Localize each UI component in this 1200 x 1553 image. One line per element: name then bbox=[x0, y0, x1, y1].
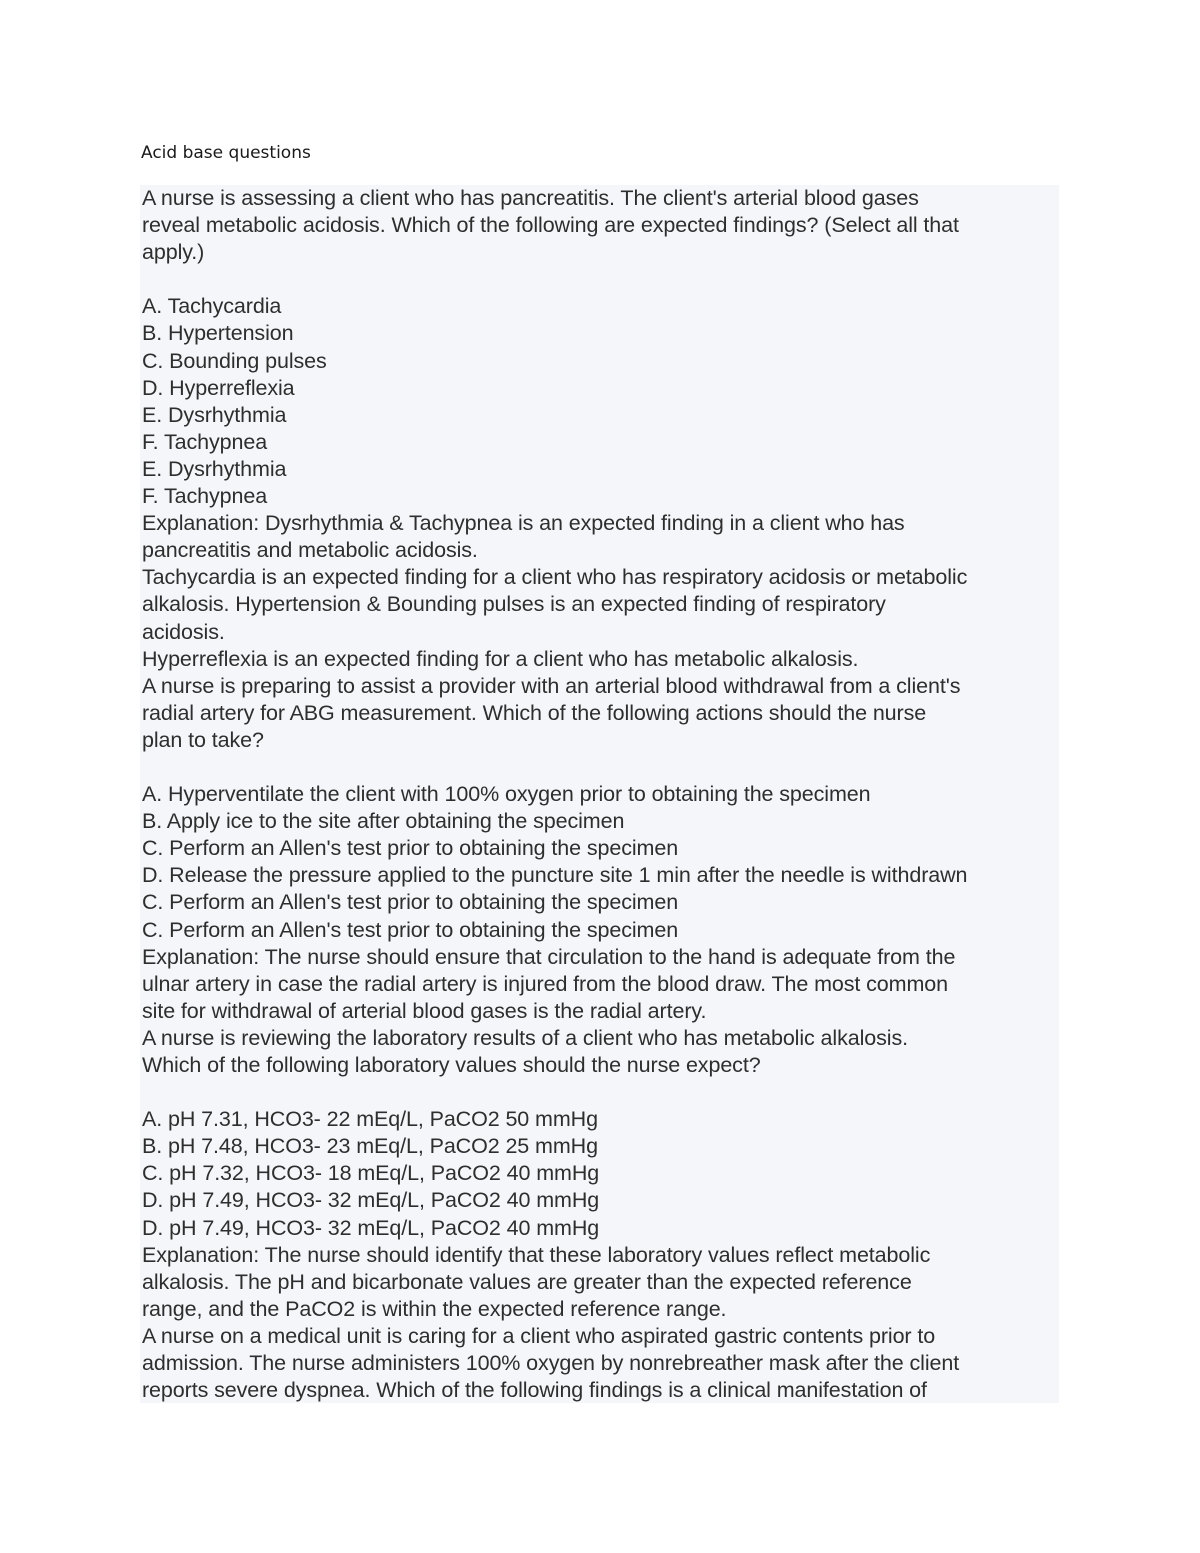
text-line: A nurse is assessing a client who has pancreatitis. The client's arterial blood gases bbox=[142, 186, 919, 210]
text-line: E. Dysrhythmia bbox=[142, 402, 287, 427]
text-line: ulnar artery in case the radial artery is injured from the blood draw. The most common bbox=[142, 971, 948, 996]
text-line: range, and the PaCO2 is within the expected reference range. bbox=[142, 1296, 727, 1321]
text-line: reveal metabolic acidosis. Which of the following are expected findings? (Select all that bbox=[142, 213, 959, 238]
text-line: Explanation: Dysrhythmia & Tachypnea is an expected finding in a client who has bbox=[142, 511, 905, 536]
text-line: pancreatitis and metabolic acidosis. bbox=[142, 538, 478, 563]
text-line: Tachycardia is an expected finding for a client who has respiratory acidosis or metabolic bbox=[142, 565, 968, 590]
text-line: E. Dysrhythmia bbox=[142, 456, 287, 481]
text-line: reports severe dyspnea. Which of the following findings is a clinical manifestation of bbox=[142, 1378, 927, 1403]
text-line: C. pH 7.32, HCO3- 18 mEq/L, PaCO2 40 mmHg bbox=[142, 1161, 600, 1186]
text-line: Explanation: The nurse should ensure that circulation to the hand is adequate from the bbox=[142, 944, 956, 969]
text-line: radial artery for ABG measurement. Which of the following actions should the nurse bbox=[142, 700, 927, 725]
blank-line bbox=[142, 754, 1059, 781]
text-line: D. pH 7.49, HCO3- 32 mEq/L, PaCO2 40 mmHg bbox=[142, 1188, 600, 1213]
text-line: Hyperreflexia is an expected finding for a client who has metabolic alkalosis. bbox=[142, 646, 859, 671]
text-line: B. Apply ice to the site after obtaining the specimen bbox=[142, 809, 625, 834]
text-line: A nurse is reviewing the laboratory results of a client who has metabolic alkalosis. bbox=[142, 1025, 908, 1050]
text-line: D. pH 7.49, HCO3- 32 mEq/L, PaCO2 40 mmHg bbox=[142, 1215, 600, 1240]
text-line: admission. The nurse administers 100% oxygen by nonrebreather mask after the client bbox=[142, 1351, 960, 1376]
text-line: acidosis. bbox=[142, 619, 225, 644]
blank-line bbox=[142, 266, 1059, 293]
text-line: alkalosis. Hypertension & Bounding pulses is an expected finding of respiratory bbox=[142, 592, 886, 617]
text-line: F. Tachypnea bbox=[142, 484, 268, 509]
text-line: apply.) bbox=[142, 240, 205, 265]
question-content bbox=[140, 185, 1059, 1403]
text-line: C. Bounding pulses bbox=[142, 348, 327, 373]
text-line: B. pH 7.48, HCO3- 23 mEq/L, PaCO2 25 mmHg bbox=[142, 1134, 598, 1159]
text-line: A. Hyperventilate the client with 100% oxygen prior to obtaining the specimen bbox=[142, 782, 871, 807]
text-line: C. Perform an Allen's test prior to obtaining the specimen bbox=[142, 917, 679, 942]
text-line: B. Hypertension bbox=[142, 321, 294, 346]
text-lines bbox=[140, 185, 1059, 1403]
text-line: A. pH 7.31, HCO3- 22 mEq/L, PaCO2 50 mmHg bbox=[142, 1107, 598, 1132]
text-line: Which of the following laboratory values should the nurse expect? bbox=[142, 1053, 761, 1077]
text-line: Explanation: The nurse should identify that these laboratory values reflect metabolic bbox=[142, 1242, 931, 1267]
text-line: D. Hyperreflexia bbox=[142, 375, 295, 400]
text-line: F. Tachypnea bbox=[142, 429, 268, 454]
text-line: A nurse on a medical unit is caring for a client who aspirated gastric contents prior to bbox=[142, 1323, 936, 1348]
text-line: A nurse is preparing to assist a provider with an arterial blood withdrawal from a client's bbox=[142, 673, 961, 698]
text-line: site for withdrawal of arterial blood gases is the radial artery. bbox=[142, 998, 707, 1023]
text-line: D. Release the pressure applied to the puncture site 1 min after the needle is withdrawn bbox=[142, 863, 968, 888]
text-line: A. Tachycardia bbox=[142, 294, 282, 319]
text-line: plan to take? bbox=[142, 727, 264, 752]
document-title: Acid base questions bbox=[141, 143, 311, 163]
text-line: C. Perform an Allen's test prior to obtaining the specimen bbox=[142, 890, 679, 915]
blank-line bbox=[142, 1079, 1059, 1106]
text-line: alkalosis. The pH and bicarbonate values are greater than the expected reference bbox=[142, 1269, 912, 1294]
text-line: C. Perform an Allen's test prior to obtaining the specimen bbox=[142, 836, 679, 861]
